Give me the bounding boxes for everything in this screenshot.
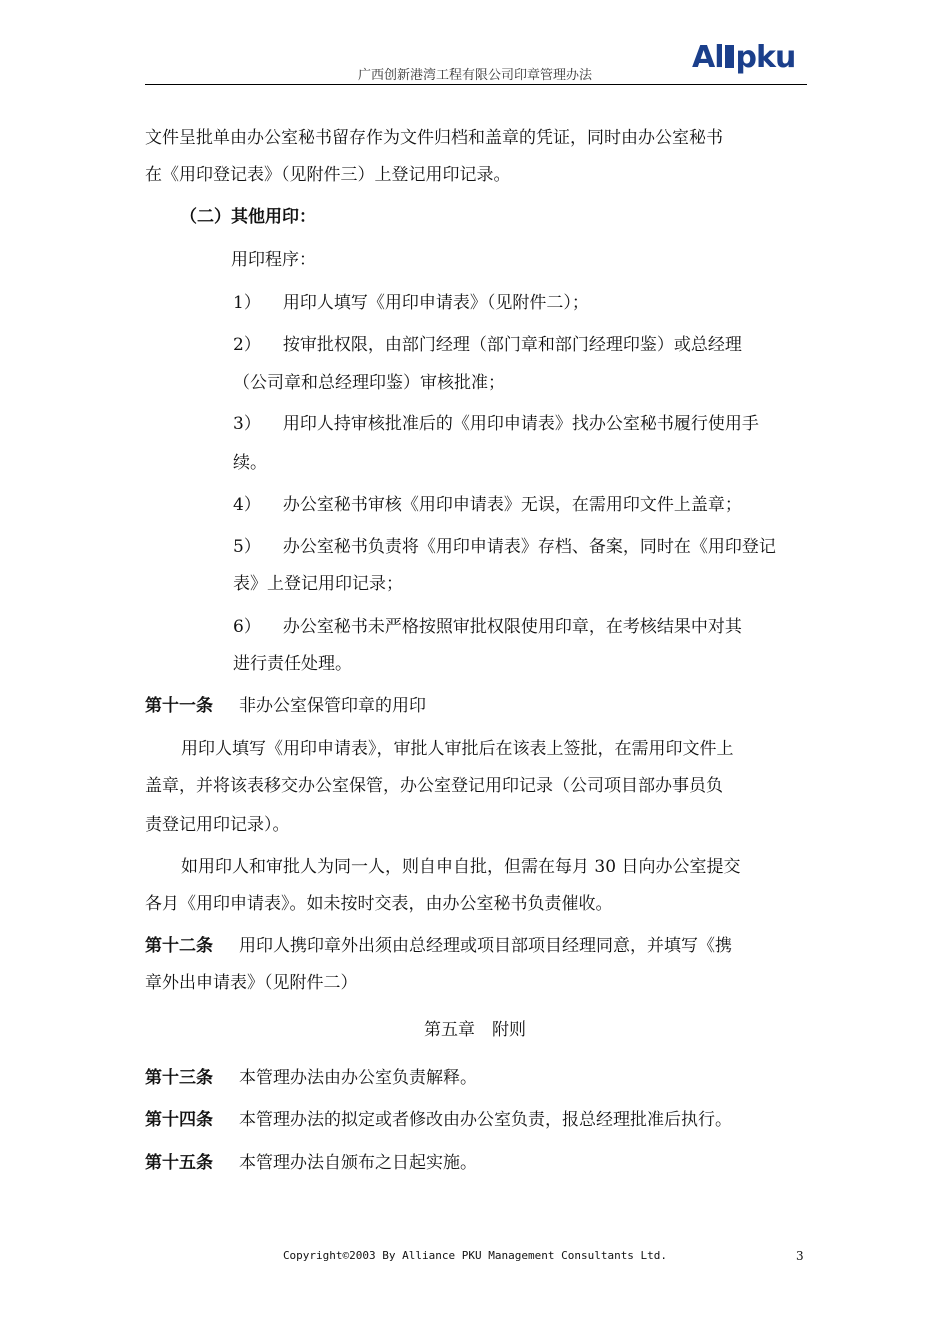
list-item-text: 用印人填写《用印申请表》（见附件二）； bbox=[282, 293, 589, 313]
alliance-pku-logo bbox=[692, 40, 795, 76]
list-item-number: 2） bbox=[233, 335, 261, 355]
article-text: 本管理办法的拟定或者修改由办公室负责，报总经理批准后执行。 bbox=[239, 1110, 732, 1130]
list-item bbox=[233, 333, 742, 357]
article-label: 第十一条 bbox=[145, 696, 213, 716]
list-item bbox=[233, 493, 742, 517]
article-14 bbox=[145, 1108, 732, 1132]
section-heading-other-seals: （二）其他用印： bbox=[180, 207, 316, 227]
list-item-text: 办公室秘书未严格按照审批权限使用印章，在考核结果中对其 bbox=[282, 617, 742, 637]
paragraph-line: 盖章，并将该表移交办公室保管，办公室登记用印记录（公司项目部办事员负 bbox=[145, 776, 723, 796]
list-item-continuation: 表》上登记用印记录； bbox=[233, 574, 403, 594]
logo-text-left: Al bbox=[692, 40, 724, 75]
paragraph-line: 各月《用印申请表》。如未按时交表，由办公室秘书负责催收。 bbox=[145, 894, 613, 914]
logo-text-right: pku bbox=[735, 40, 796, 75]
header-rule bbox=[145, 84, 807, 85]
paragraph-line: 在《用印登记表》（见附件三）上登记用印记录。 bbox=[145, 165, 511, 185]
chapter-5-title: 第五章 附则 bbox=[424, 1020, 526, 1040]
article-11 bbox=[145, 694, 426, 718]
procedure-label: 用印程序： bbox=[231, 250, 316, 270]
list-item-continuation: 进行责任处理。 bbox=[233, 654, 352, 674]
paragraph-line: 责登记用印记录）。 bbox=[145, 815, 290, 835]
list-item bbox=[233, 615, 742, 639]
list-item-text: 办公室秘书审核《用印申请表》无误，在需用印文件上盖章； bbox=[282, 495, 742, 515]
list-item-continuation: 续。 bbox=[233, 453, 267, 473]
list-item-text: 办公室秘书负责将《用印申请表》存档、备案，同时在《用印登记 bbox=[282, 537, 776, 557]
list-item-text: 用印人持审核批准后的《用印申请表》找办公室秘书履行使用手 bbox=[282, 414, 759, 434]
list-item bbox=[233, 291, 589, 315]
article-text: 本管理办法自颁布之日起实施。 bbox=[239, 1153, 477, 1173]
logo-mark-icon bbox=[725, 45, 734, 68]
paragraph-line: 如用印人和审批人为同一人，则自申自批，但需在每月 30 日向办公室提交 bbox=[181, 857, 741, 877]
article-text: 用印人携印章外出须由总经理或项目部项目经理同意，并填写《携 bbox=[239, 936, 732, 956]
article-label: 第十五条 bbox=[145, 1153, 213, 1173]
page-number: 3 bbox=[796, 1249, 804, 1263]
article-12 bbox=[145, 934, 732, 958]
list-item-number: 4） bbox=[233, 495, 261, 515]
list-item-number: 5） bbox=[233, 537, 261, 557]
list-item bbox=[233, 535, 776, 559]
article-text: 本管理办法由办公室负责解释。 bbox=[239, 1068, 477, 1088]
article-13 bbox=[145, 1066, 477, 1090]
list-item bbox=[233, 412, 759, 436]
article-15 bbox=[145, 1151, 477, 1175]
article-label: 第十三条 bbox=[145, 1068, 213, 1088]
header-title: 广西创新港湾工程有限公司印章管理办法 bbox=[357, 68, 592, 83]
list-item-text: 按审批权限，由部门经理（部门章和部门经理印鉴）或总经理 bbox=[282, 335, 742, 355]
list-item-number: 3） bbox=[233, 414, 261, 434]
paragraph-line: 用印人填写《用印申请表》，审批人审批后在该表上签批，在需用印文件上 bbox=[181, 739, 734, 759]
copyright-text: Copyright©2003 By Alliance PKU Management Consultants Ltd. bbox=[282, 1249, 668, 1262]
article-text: 非办公室保管印章的用印 bbox=[239, 696, 426, 716]
list-item-continuation: （公司章和总经理印鉴）审核批准； bbox=[233, 373, 505, 393]
article-label: 第十二条 bbox=[145, 936, 213, 956]
list-item-number: 1） bbox=[233, 293, 261, 313]
list-item-number: 6） bbox=[233, 617, 261, 637]
paragraph-line: 文件呈批单由办公室秘书留存作为文件归档和盖章的凭证，同时由办公室秘书 bbox=[145, 128, 723, 148]
paragraph-line: 章外出申请表》（见附件二） bbox=[145, 973, 358, 993]
article-label: 第十四条 bbox=[145, 1110, 213, 1130]
